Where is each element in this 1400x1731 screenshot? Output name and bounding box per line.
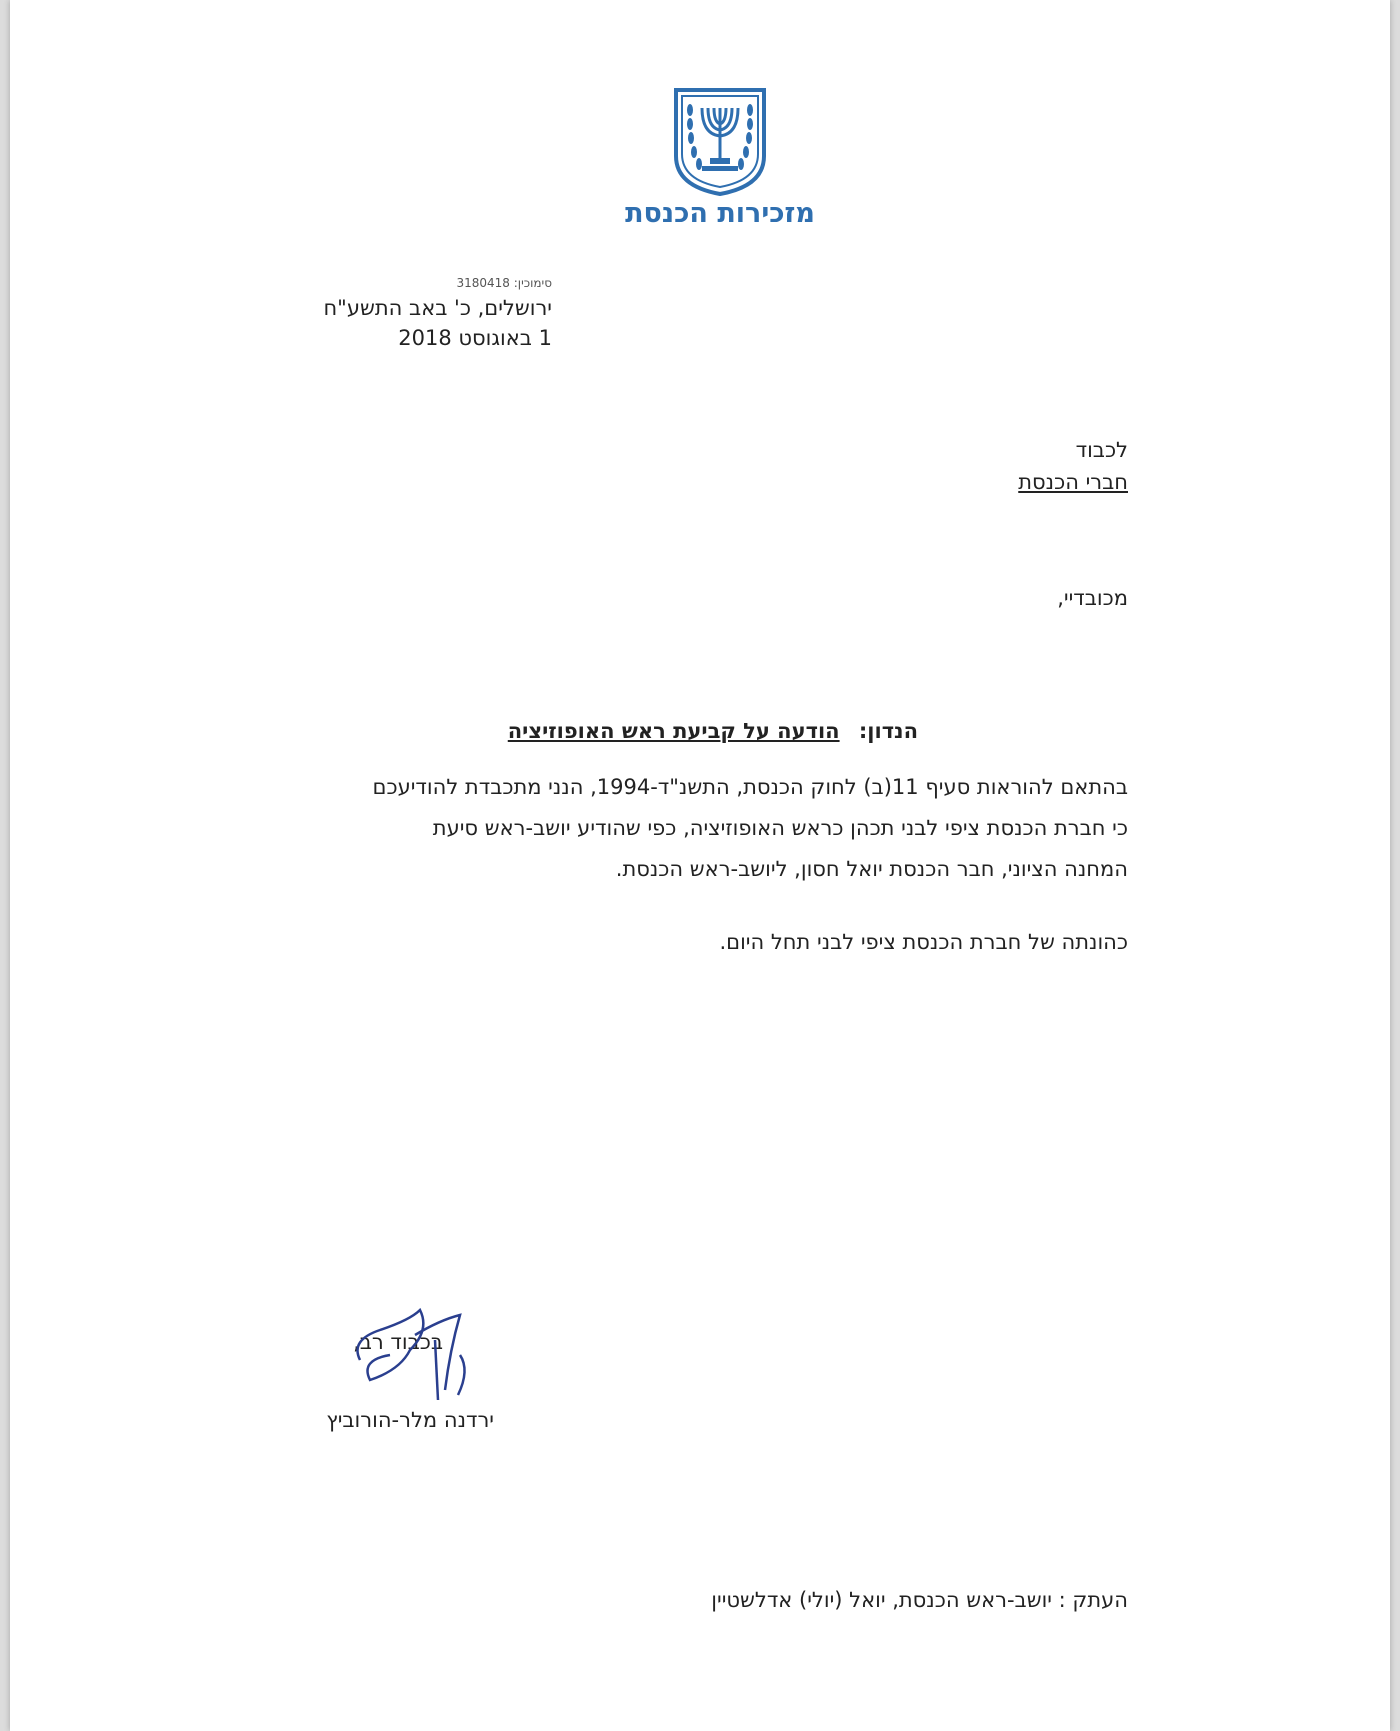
handwritten-signature bbox=[340, 1300, 510, 1420]
body-line: המחנה הציוני, חבר הכנסת יואל חסון, ליושב-ראש הכנסת. bbox=[615, 857, 1128, 881]
org-name: מזכירות הכנסת bbox=[625, 198, 815, 229]
cc-line: העתק : יושב-ראש הכנסת, יואל (יולי) אדלשטיין bbox=[711, 1588, 1128, 1612]
body-line: בהתאם להוראות סעיף 11(ב) לחוק הכנסת, התשנ"ד-1994, הנני מתכבדת להודיעכם bbox=[372, 775, 1128, 799]
letter-page bbox=[10, 0, 1390, 1731]
greeting: מכובדיי, bbox=[1057, 586, 1128, 610]
recipient-label: לכבוד bbox=[1075, 438, 1128, 462]
subject-text: הודעה על קביעת ראש האופוזיציה bbox=[507, 719, 840, 743]
recipient-name: חברי הכנסת bbox=[1018, 470, 1128, 494]
subject-line bbox=[508, 719, 918, 744]
knesset-emblem-icon bbox=[672, 86, 768, 198]
hebrew-date: ירושלים, כ' באב התשע"ח bbox=[323, 296, 552, 320]
subject-label: הנדון: bbox=[858, 719, 918, 743]
signer-name: ירדנה מלר-הורוביץ bbox=[326, 1408, 494, 1432]
regards: בכבוד רב, bbox=[353, 1330, 443, 1354]
closing-line: כהונתה של חברת הכנסת ציפי לבני תחל היום. bbox=[719, 930, 1128, 954]
body-line: כי חברת הכנסת ציפי לבני תכהן כראש האופוזיציה, כפי שהודיע יושב-ראש סיעת bbox=[432, 816, 1128, 840]
reference-number: סימוכין: 3180418 bbox=[456, 276, 552, 290]
gregorian-date: 1 באוגוסט 2018 bbox=[398, 326, 552, 350]
